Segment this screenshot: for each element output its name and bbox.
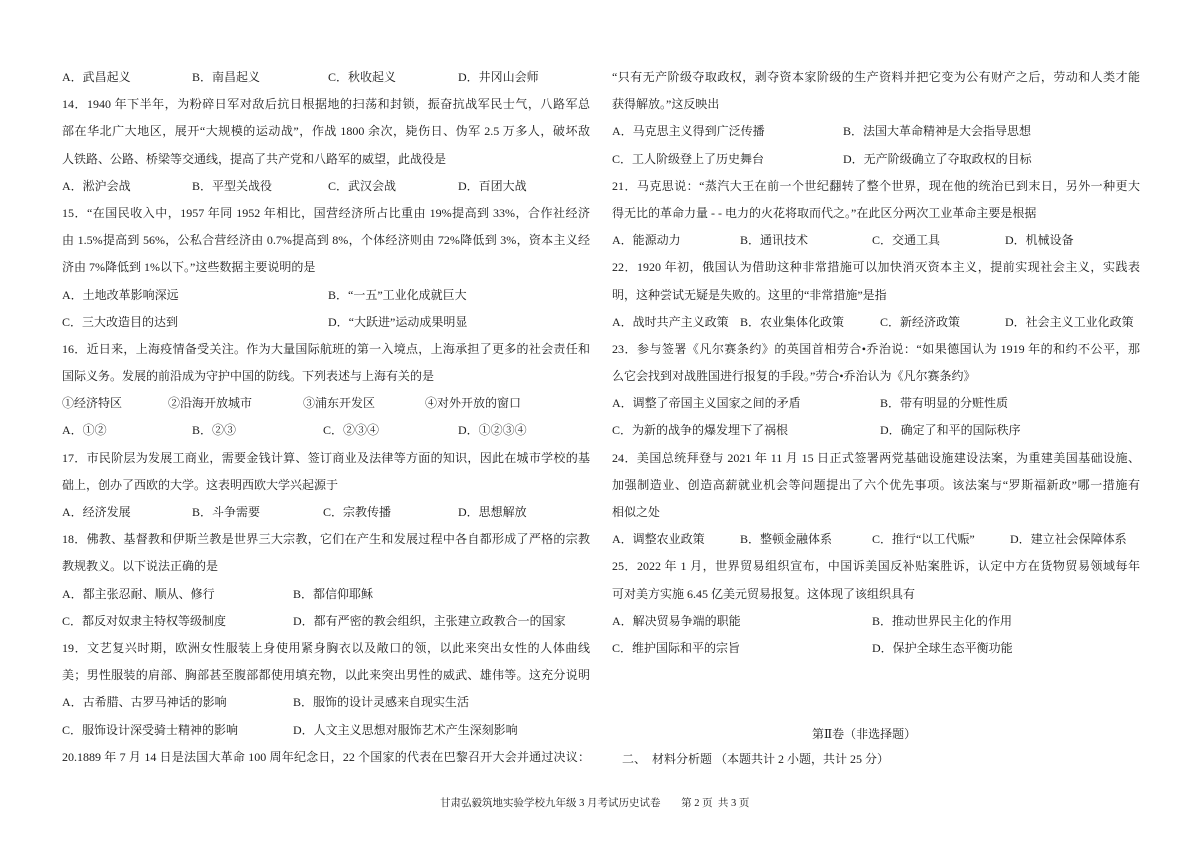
question-25-options-cd <box>612 635 1140 662</box>
question-20-stem-line: 获得解放。”这反映出 <box>612 97 720 112</box>
question-23-stem-line: 23．参与签署《凡尔赛条约》的英国首相劳合•乔治说：“如果德国认为 1919 年的和约不公平，那 <box>612 341 1140 356</box>
option-a: A．解决贸易争端的职能 <box>612 613 741 628</box>
option-c: C．为新的战争的爆发埋下了祸根 <box>612 423 789 438</box>
option-b: B．平型关战役 <box>192 178 273 193</box>
option-a: A．经济发展 <box>62 505 131 519</box>
option-c: C．武汉会战 <box>328 178 397 193</box>
question-13-options <box>62 64 590 91</box>
question-21-options <box>612 227 1140 254</box>
question-24-stem-line: 加强制造业、创造高薪就业机会等问题提出了六个优先事项。该法案与“罗斯福新政”哪一措施有 <box>612 477 1140 492</box>
question-21-stem-line: 21．马克思说：“蒸汽大王在前一个世纪翻转了整个世界，现在他的统治已到末日，另外一种更大 <box>612 178 1140 193</box>
statement-item: ③浦东开发区 <box>303 396 376 411</box>
question-18-stem-line: 教规教义。以下说法正确的是 <box>62 559 219 574</box>
right-column <box>612 64 1140 662</box>
question-19-options-cd <box>62 717 590 744</box>
question-22-stem-line: 22．1920 年初，俄国认为借助这种非常措施可以加快消灭资本主义，提前实现社会主义，实践表 <box>612 260 1140 275</box>
option-d: D．百团大战 <box>458 178 527 193</box>
option-c: C．新经济政策 <box>880 314 961 329</box>
option-c: C．秋收起义 <box>328 70 397 84</box>
option-b: B．法国大革命精神是大会指导思想 <box>843 124 1032 139</box>
question-16-stem-line: 16．近日来，上海疫情备受关注。作为大量国际航班的第一入境点，上海承担了更多的社会责任和 <box>62 341 590 356</box>
option-d: D．人文主义思想对服饰艺术产生深刻影响 <box>293 722 518 737</box>
option-a: A．能源动力 <box>612 233 681 248</box>
question-15-stem-line: 15．“在国民收入中，1957 年同 1952 年相比，国营经济所占比重由 19%提高到 33%，合作社经济 <box>62 205 590 220</box>
question-20-options-ab <box>612 118 1140 145</box>
question-17-stem-line: 17．市民阶层为发展工商业，需要金钱计算、签订商业及法律等方面的知识，因此在城市学校的基 <box>62 450 590 465</box>
option-d: D．无产阶级确立了夺取政权的目标 <box>843 151 1032 166</box>
option-c: C．都反对奴隶主特权等级制度 <box>62 613 227 628</box>
question-22-options <box>612 309 1140 336</box>
option-b: B．“一五”工业化成就巨大 <box>328 287 467 302</box>
question-18-options-cd <box>62 608 590 635</box>
statement-item: ④对外开放的窗口 <box>425 396 522 411</box>
option-b: B．南昌起义 <box>192 70 261 84</box>
question-18-options-ab <box>62 581 590 608</box>
left-column <box>62 64 590 771</box>
option-c: C．②③④ <box>323 423 380 438</box>
option-a: A．古希腊、古罗马神话的影响 <box>62 695 227 710</box>
option-a: A．淞沪会战 <box>62 178 131 193</box>
question-17-options <box>62 499 590 526</box>
question-15-options-cd <box>62 309 590 336</box>
option-a: A．都主张忍耐、顺从、修行 <box>62 586 215 601</box>
question-15-options-ab <box>62 282 590 309</box>
footer-page-number: 第 2 页 共 3 页 <box>681 798 750 809</box>
question-24-stem-line: 相似之处 <box>612 505 661 519</box>
option-a: A．调整农业政策 <box>612 532 705 547</box>
question-17-stem-line: 础上，创办了西欧的大学。这表明西欧大学兴起源于 <box>62 477 339 492</box>
option-b: B．整顿金融体系 <box>740 532 833 547</box>
question-19-options-ab <box>62 689 590 716</box>
option-d: D．确定了和平的国际秩序 <box>880 423 1021 438</box>
question-15-stem-line: 济由 7%降低到 1%以下。”这些数据主要说明的是 <box>62 260 316 275</box>
question-23-stem-line: 么它会找到对战胜国进行报复的手段。”劳合•乔治认为《凡尔赛条约》 <box>612 369 976 384</box>
option-a: A．土地改革影响深远 <box>62 287 179 302</box>
question-14-stem-line: 人铁路、公路、桥梁等交通线，提高了共产党和八路军的威望，此战役是 <box>62 151 447 166</box>
statement-item: ②沿海开放城市 <box>168 396 253 411</box>
option-c: C．三大改造目的达到 <box>62 314 179 329</box>
option-b: B．斗争需要 <box>192 505 261 519</box>
question-16-options <box>62 417 590 444</box>
footer-exam-title: 甘肃弘毅筑地实验学校九年级 3 月考试历史试卷 <box>440 798 661 809</box>
option-d: D．机械设备 <box>1005 233 1074 248</box>
option-c: C．服饰设计深受骑士精神的影响 <box>62 722 239 737</box>
option-d: D．保护全球生态平衡功能 <box>872 640 1013 655</box>
option-b: B．服饰的设计灵感来自现实生活 <box>293 695 470 710</box>
option-a: A．调整了帝国主义国家之间的矛盾 <box>612 396 801 411</box>
page-footer <box>440 794 749 814</box>
question-25-stem-line: 25．2022 年 1 月，世界贸易组织宣布，中国诉美国反补贴案胜诉，认定中方在货物贸易领域每年 <box>612 559 1140 574</box>
option-d: D．思想解放 <box>458 505 527 519</box>
question-16-stem-line: 国际义务。发展的前沿成为守护中国的防线。下列表述与上海有关的是 <box>62 369 435 384</box>
option-b: B．都信仰耶稣 <box>293 586 374 601</box>
question-23-options-ab <box>612 390 1140 417</box>
option-c: C．维护国际和平的宗旨 <box>612 640 741 655</box>
option-c: C．推行“以工代赈” <box>872 532 975 547</box>
question-22-stem-line: 明，这种尝试无疑是失败的。这里的“非常措施”是指 <box>612 287 887 302</box>
question-20-options-cd <box>612 146 1140 173</box>
question-19-stem-line: 美；男性服装的肩部、胸部甚至腹部都使用填充物，以此来突出男性的威武、雄伟等。这充分说明 <box>62 668 590 683</box>
option-b: B．②③ <box>192 423 237 438</box>
question-20-stem-line: 20.1889 年 7 月 14 日是法国大革命 100 周年纪念日，22 个国家的代表在巴黎召开大会并通过决议： <box>62 749 590 764</box>
option-b: B．农业集体化政策 <box>740 314 845 329</box>
question-14-stem-line: 14．1940 年下半年，为粉碎日军对敌后抗日根据地的扫荡和封锁，振奋抗战军民士气，八路军总 <box>62 97 590 112</box>
question-23-options-cd <box>612 417 1140 444</box>
section-heading: 二、 材料分析题 （本题共计 2 小题，共计 25 分） <box>622 752 890 766</box>
option-d: D．①②③④ <box>458 423 527 438</box>
question-20-stem-line: “只有无产阶级夺取政权，剥夺资本家阶级的生产资料并把它变为公有财产之后，劳动和人类才能 <box>612 70 1140 84</box>
question-24-stem-line: 24．美国总统拜登与 2021 年 11 月 15 日正式签署两党基础设施建设法案，为重建美国基础设施、 <box>612 450 1140 465</box>
statement-item: ①经济特区 <box>62 396 123 411</box>
option-c: C．宗教传播 <box>323 505 392 519</box>
option-a: A．①② <box>62 423 107 438</box>
option-a: A．战时共产主义政策 <box>612 314 729 329</box>
option-d: D．都有严密的教会组织，主张建立政教合一的国家 <box>293 613 566 628</box>
option-c: C．交通工具 <box>872 233 941 248</box>
option-a: A．马克思主义得到广泛传播 <box>612 124 765 139</box>
option-b: B．推动世界民主化的作用 <box>872 613 1013 628</box>
question-21-stem-line: 得无比的革命力量 - - 电力的火花将取而代之。”在此区分两次工业革命主要是根据 <box>612 205 1037 220</box>
option-d: D．井冈山会师 <box>458 70 539 84</box>
question-18-stem-line: 18．佛教、基督教和伊斯兰教是世界三大宗教，它们在产生和发展过程中各自都形成了严格的宗教 <box>62 532 590 547</box>
question-15-stem-line: 由 1.5%提高到 56%，公私合营经济由 0.7%提高到 8%，个体经济则由 72%降低到 3%，资本主义经 <box>62 233 590 248</box>
part-2-title: 第Ⅱ卷（非选择题） <box>812 727 917 741</box>
option-b: B．通讯技术 <box>740 233 809 248</box>
option-c: C．工人阶级登上了历史舞台 <box>612 151 765 166</box>
option-d: D．“大跃进”运动成果明显 <box>328 314 468 329</box>
option-b: B．带有明显的分赃性质 <box>880 396 1009 411</box>
question-16-items <box>62 390 590 417</box>
option-d: D．建立社会保障体系 <box>1010 532 1127 547</box>
question-14-stem-line: 部在华北广大地区，展开“大规模的运动战”，作战 1800 余次，毙伤日、伪军 2.5 万多人，破坏敌 <box>62 124 590 139</box>
question-19-stem-line: 19．文艺复兴时期，欧洲女性服装上身使用紧身胸衣以及敞口的领，以此来突出女性的人体曲线 <box>62 640 590 655</box>
question-14-options <box>62 173 590 200</box>
question-25-stem-line: 可对美方实施 6.45 亿美元贸易报复。这体现了该组织具有 <box>612 586 916 601</box>
option-d: D．社会主义工业化政策 <box>1005 314 1134 329</box>
question-24-options <box>612 526 1140 553</box>
question-25-options-ab <box>612 608 1140 635</box>
option-a: A．武昌起义 <box>62 70 131 84</box>
